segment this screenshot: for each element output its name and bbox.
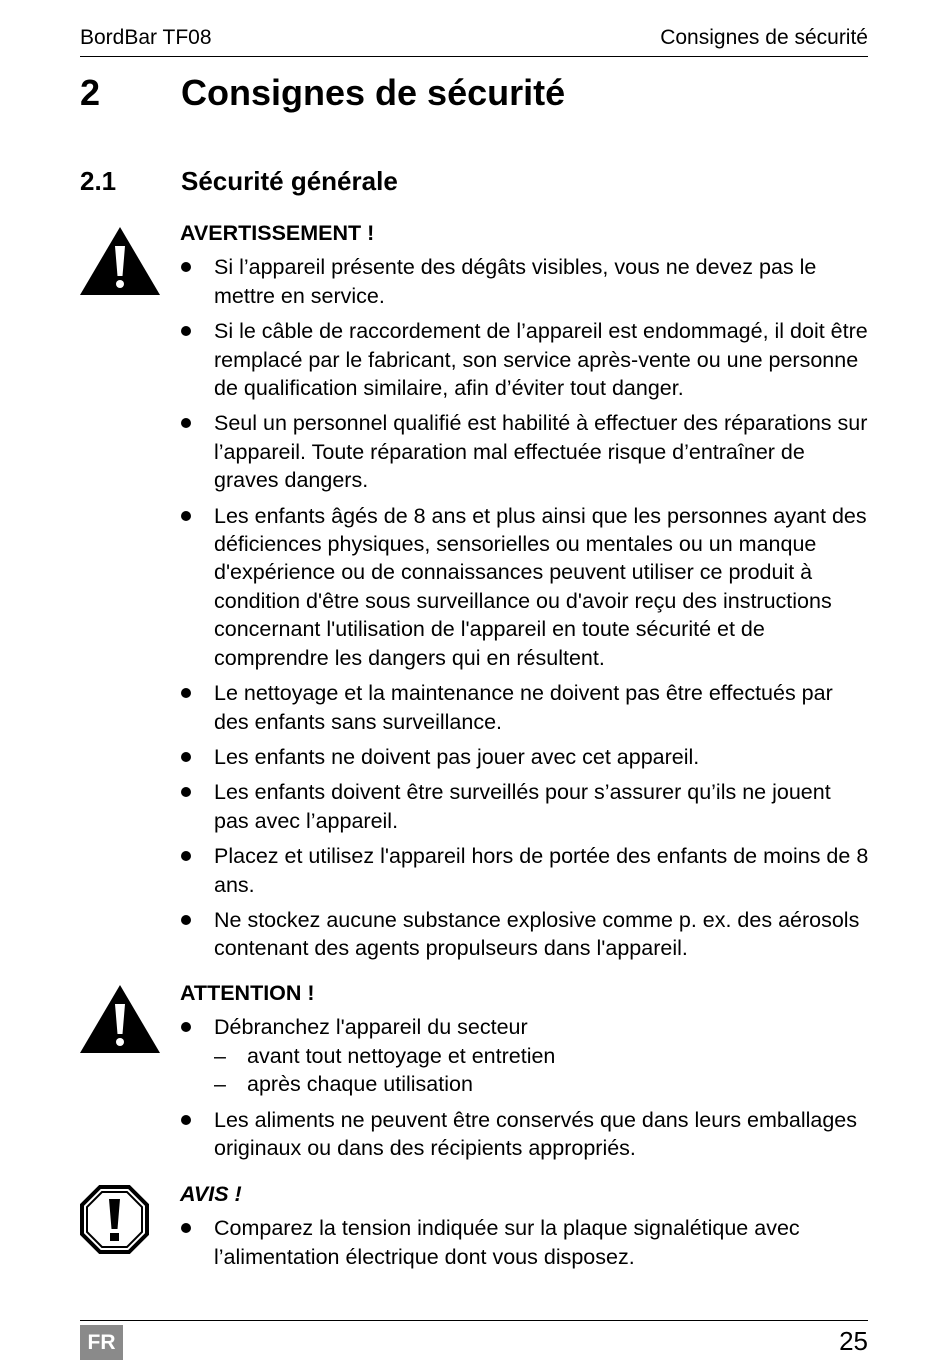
- subsection-title: Sécurité générale: [181, 166, 398, 196]
- sub-item: [214, 1070, 870, 1098]
- product-name: BordBar TF08: [80, 26, 212, 49]
- list-item: Si l’appareil présente des dégâts visibles, vous ne devez pas le mettre en service.: [180, 253, 870, 310]
- attention-list: [180, 1013, 870, 1162]
- sub-item-text: après chaque utilisation: [247, 1072, 473, 1097]
- notice-list: [180, 1214, 870, 1271]
- attention-block: [180, 979, 870, 1169]
- list-item-text: Débranchez l'appareil du secteur: [214, 1015, 528, 1040]
- warning-triangle-icon: [79, 226, 161, 296]
- dash: –: [214, 1043, 226, 1068]
- list-item: [180, 1013, 870, 1098]
- subsection-number: 2.1: [80, 166, 117, 196]
- list-item: Ne stockez aucune substance explosive comme p. ex. des aérosols contenant des agents propulseurs dans l'appareil.: [180, 906, 870, 963]
- attention-title: ATTENTION !: [180, 981, 315, 1005]
- notice-block: [180, 1180, 870, 1278]
- list-item: Les enfants ne doivent pas jouer avec cet appareil.: [180, 743, 870, 771]
- list-item: Seul un personnel qualifié est habilité à effectuer des réparations sur l’appareil. Toute réparation mal effectuée risque d’entraîner de graves dangers.: [180, 409, 870, 494]
- warning-title: AVERTISSEMENT !: [180, 221, 375, 245]
- list-item: Les aliments ne peuvent être conservés que dans leurs emballages originaux ou dans des récipients appropriés.: [180, 1106, 870, 1163]
- dash: –: [214, 1072, 226, 1097]
- list-item: Comparez la tension indiquée sur la plaque signalétique avec l’alimentation électrique dont vous disposez.: [180, 1214, 870, 1271]
- list-item: Le nettoyage et la maintenance ne doivent pas être effectués par des enfants sans surveillance.: [180, 679, 870, 736]
- warning-triangle-icon: [79, 984, 161, 1054]
- section-title: Consignes de sécurité: [181, 72, 566, 113]
- language-badge: FR: [80, 1325, 123, 1360]
- list-item: Placez et utilisez l'appareil hors de portée des enfants de moins de 8 ans.: [180, 842, 870, 899]
- page-footer: [80, 1320, 868, 1356]
- list-item: Les enfants doivent être surveillés pour s’assurer qu’ils ne jouent pas avec l’appareil.: [180, 778, 870, 835]
- sub-item: [214, 1042, 870, 1070]
- sub-item-text: avant tout nettoyage et entretien: [247, 1043, 556, 1068]
- notice-title: AVIS !: [180, 1182, 242, 1206]
- list-item: Si le câble de raccordement de l’appareil est endommagé, il doit être remplacé par le fabricant, son service après-vente ou une personne de qualification similaire, afin d’éviter tout danger.: [180, 317, 870, 402]
- exclamation-octagon-icon: [79, 1184, 150, 1255]
- list-item: Les enfants âgés de 8 ans et plus ainsi que les personnes ayant des déficiences physiques, sensorielles ou mentales ou un manque d'expérience ou de connaissances peuvent utiliser ce produit à condition d'être sous surveillance ou d'avoir reçu des instructions concernant l'utilisation de l'appareil en toute sécurité et de comprendre les dangers qui en résultent.: [180, 502, 870, 672]
- section-number: 2: [80, 72, 101, 113]
- page-header: [80, 26, 868, 57]
- warning-list: [180, 253, 870, 962]
- chapter-name: Consignes de sécurité: [660, 26, 868, 49]
- page-number: 25: [839, 1326, 868, 1356]
- warning-block: [180, 219, 870, 970]
